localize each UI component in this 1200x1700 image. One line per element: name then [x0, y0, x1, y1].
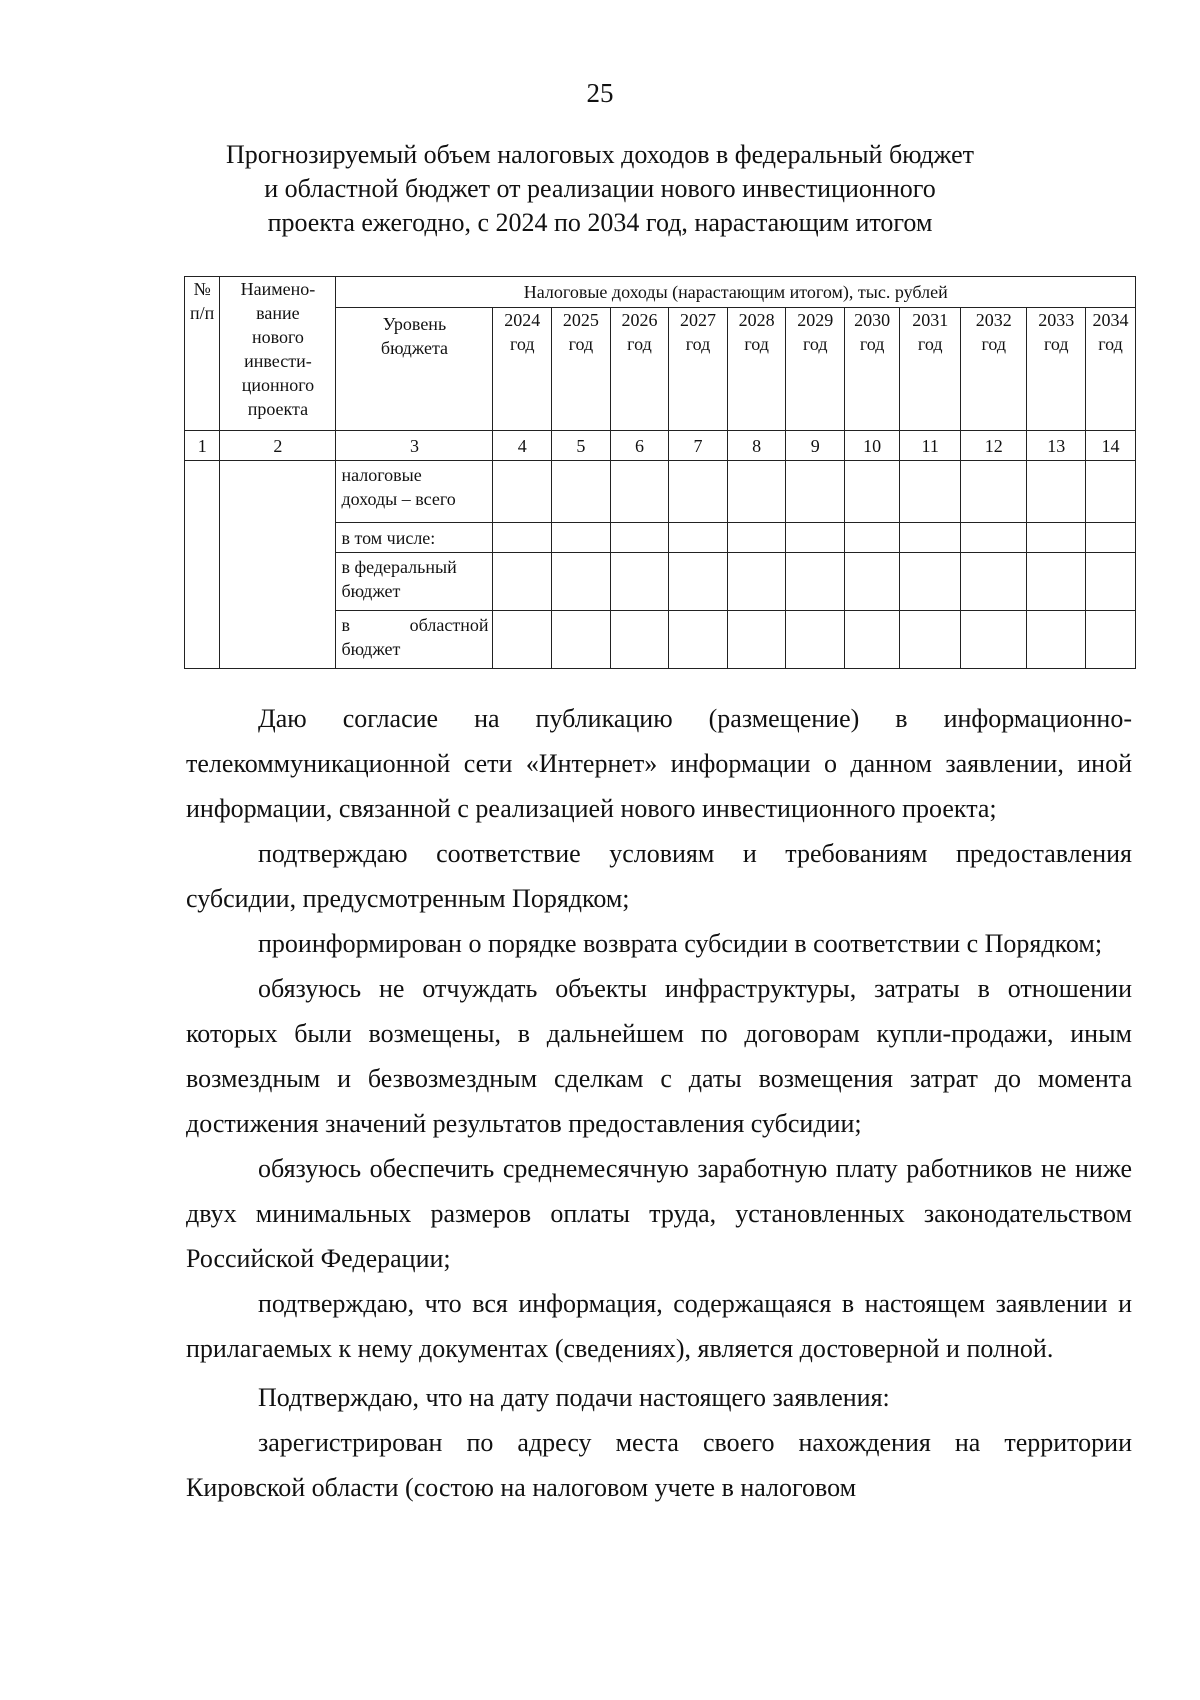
header-year: 2030 год	[845, 308, 900, 431]
column-number: 13	[1027, 431, 1086, 461]
paragraph: проинформирован о порядке возврата субсидии в соответствии с Порядком;	[258, 929, 1103, 958]
column-number: 9	[786, 431, 845, 461]
title-line: Прогнозируемый объем налоговых доходов в федеральный бюджет	[225, 140, 975, 169]
value-cell	[845, 553, 900, 611]
value-cell	[552, 523, 611, 553]
value-cell	[727, 553, 786, 611]
column-number: 14	[1086, 431, 1136, 461]
title-line: и областной бюджет от реализации нового инвестиционного	[264, 174, 936, 203]
value-cell	[961, 553, 1027, 611]
value-cell	[1027, 553, 1086, 611]
value-cell	[1086, 553, 1136, 611]
value-cell	[727, 523, 786, 553]
row-label-including: в том числе:	[336, 523, 493, 553]
value-cell	[1027, 523, 1086, 553]
value-cell	[669, 523, 728, 553]
value-cell	[727, 461, 786, 523]
value-cell	[552, 553, 611, 611]
header-year: 2029 год	[786, 308, 845, 431]
header-year: 2034 год	[1086, 308, 1136, 431]
value-cell	[845, 611, 900, 669]
header-year: 2028 год	[727, 308, 786, 431]
value-cell	[961, 611, 1027, 669]
value-cell	[1086, 611, 1136, 669]
value-cell	[552, 461, 611, 523]
header-year: 2025 год	[552, 308, 611, 431]
paragraph: обязуюсь не отчуждать объекты инфраструктуры, затраты в отношении которых были возмещены, в дальнейшем по договорам купли-продажи, иным возмездным и безвозмездным сделкам с даты возмещения затрат до момента достижения значений результатов предоставления субсидии;	[186, 974, 1132, 1138]
value-cell	[900, 611, 961, 669]
value-cell	[552, 611, 611, 669]
row-label-regional: в областной бюджет	[336, 611, 493, 669]
value-cell	[610, 523, 669, 553]
tax-revenue-table	[184, 276, 1136, 669]
value-cell	[610, 461, 669, 523]
value-cell	[669, 461, 728, 523]
column-number: 1	[185, 431, 220, 461]
paragraph: подтверждаю соответствие условиям и требованиям предоставления субсидии, предусмотренным Порядком;	[186, 839, 1132, 913]
paragraph: Даю согласие на публикацию (размещение) в информационно-телекоммуникационной сети «Интернет» информации о данном заявлении, иной информации, связанной с реализацией нового инвестиционного проекта;	[186, 704, 1132, 823]
paragraph: зарегистрирован по адресу места своего нахождения на территории Кировской области (состою на налоговом учете в налоговом	[186, 1428, 1132, 1502]
header-budget-level: Уровень бюджета	[336, 308, 493, 431]
value-cell	[845, 523, 900, 553]
header-year: 2031 год	[900, 308, 961, 431]
value-cell	[961, 523, 1027, 553]
paragraph: обязуюсь обеспечить среднемесячную заработную плату работников не ниже двух минимальных размеров оплаты труда, установленных законодательством Российской Федерации;	[186, 1154, 1132, 1273]
value-cell	[610, 553, 669, 611]
value-cell	[900, 523, 961, 553]
value-cell	[1027, 461, 1086, 523]
column-number: 7	[669, 431, 728, 461]
value-cell	[727, 611, 786, 669]
row-label-total: налоговые доходы – всего	[336, 461, 493, 523]
header-tax-revenue-group: Налоговые доходы (нарастающим итогом), тыс. рублей	[336, 277, 1136, 308]
empty-project-name-cell	[220, 461, 336, 669]
column-number: 3	[336, 431, 493, 461]
value-cell	[493, 461, 552, 523]
value-cell	[786, 523, 845, 553]
column-number: 8	[727, 431, 786, 461]
page-number: 25	[586, 78, 614, 108]
declaration-text	[186, 696, 1132, 1510]
header-year: 2032 год	[961, 308, 1027, 431]
value-cell	[1086, 461, 1136, 523]
value-cell	[786, 611, 845, 669]
value-cell	[669, 611, 728, 669]
column-number: 10	[845, 431, 900, 461]
table-title	[200, 138, 1000, 240]
empty-number-cell	[185, 461, 220, 669]
column-number: 6	[610, 431, 669, 461]
header-number: № п/п	[185, 277, 220, 431]
value-cell	[961, 461, 1027, 523]
header-year: 2027 год	[669, 308, 728, 431]
column-number: 2	[220, 431, 336, 461]
value-cell	[610, 611, 669, 669]
row-label-federal: в федеральный бюджет	[336, 553, 493, 611]
column-number: 12	[961, 431, 1027, 461]
value-cell	[493, 611, 552, 669]
value-cell	[900, 553, 961, 611]
header-year: 2026 год	[610, 308, 669, 431]
value-cell	[786, 553, 845, 611]
value-cell	[900, 461, 961, 523]
value-cell	[1027, 611, 1086, 669]
value-cell	[493, 553, 552, 611]
paragraph: Подтверждаю, что на дату подачи настоящего заявления:	[258, 1383, 890, 1412]
column-number: 5	[552, 431, 611, 461]
header-year: 2024 год	[493, 308, 552, 431]
column-number: 11	[900, 431, 961, 461]
value-cell	[493, 523, 552, 553]
value-cell	[1086, 523, 1136, 553]
value-cell	[845, 461, 900, 523]
column-number: 4	[493, 431, 552, 461]
value-cell	[786, 461, 845, 523]
header-project-name: Наимено- вание нового инвести- ционного проекта	[220, 277, 336, 431]
title-line: проекта ежегодно, с 2024 по 2034 год, нарастающим итогом	[267, 208, 933, 237]
header-year: 2033 год	[1027, 308, 1086, 431]
value-cell	[669, 553, 728, 611]
paragraph: подтверждаю, что вся информация, содержащаяся в настоящем заявлении и прилагаемых к нему документах (сведениях), является достоверной и полной.	[186, 1289, 1132, 1363]
